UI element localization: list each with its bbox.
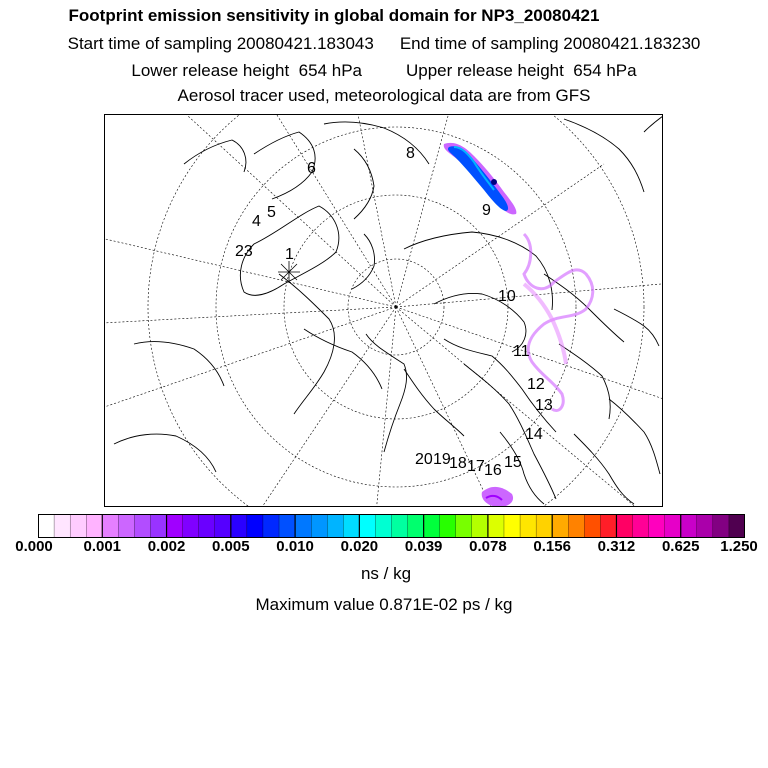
colorbar-cell xyxy=(392,514,409,538)
label-19: 19 xyxy=(433,451,451,468)
colorbar-cell xyxy=(343,514,360,538)
colorbar-cell xyxy=(118,514,135,538)
colorbar-cell xyxy=(729,514,745,538)
label-8: 8 xyxy=(406,145,415,162)
release-heights xyxy=(0,61,768,81)
colorbar-cell xyxy=(134,514,151,538)
label-20: 20 xyxy=(415,451,433,468)
label-6: 6 xyxy=(307,160,316,177)
colorbar-cell xyxy=(231,514,248,538)
end-time: End time of sampling 20080421.183230 xyxy=(399,34,701,53)
colorbar-tick-label: 0.002 xyxy=(147,538,186,555)
colorbar-cell xyxy=(183,514,200,538)
map-title: Footprint emission sensitivity in global domain for NP3_20080421 xyxy=(68,6,600,25)
colorbar-cell xyxy=(167,514,184,538)
colorbar-cell xyxy=(54,514,71,538)
colorbar-tick-label: 0.005 xyxy=(212,538,250,555)
colorbar-tick-label: 1.250 xyxy=(720,538,758,555)
label-1: 1 xyxy=(285,246,294,263)
colorbar-cell xyxy=(295,514,312,538)
label-4: 4 xyxy=(252,213,261,230)
colorbar-cell xyxy=(327,514,344,538)
colorbar-cell xyxy=(472,514,489,538)
colorbar-tick-label: 0.625 xyxy=(661,538,700,555)
label-11: 11 xyxy=(513,343,530,360)
colorbar-tick-label: 0.156 xyxy=(533,538,571,555)
colorbar-tick-label: 0.078 xyxy=(469,538,507,555)
colorbar-cell xyxy=(359,514,376,538)
colorbar-cell xyxy=(488,514,505,538)
lower-height: Lower release height 654 hPa xyxy=(131,61,362,80)
colorbar-cell xyxy=(70,514,87,538)
colorbar-cell xyxy=(279,514,296,538)
label-12: 12 xyxy=(527,376,545,393)
colorbar-cell xyxy=(633,514,650,538)
colorbar-cell xyxy=(697,514,714,538)
map-background xyxy=(104,114,663,507)
colorbar-cell xyxy=(247,514,264,538)
colorbar-cell xyxy=(568,514,585,538)
tracer-info: Aerosol tracer used, meteorological data are from GFS xyxy=(177,86,591,105)
colorbar-tick-label: 0.010 xyxy=(276,538,314,555)
colorbar-cell xyxy=(440,514,457,538)
release-marker xyxy=(278,261,300,283)
colorbar-cell xyxy=(375,514,392,538)
colorbar-cell xyxy=(311,514,328,538)
colorbar-cell xyxy=(584,514,601,538)
colorbar xyxy=(38,514,745,538)
colorbar-tick-label: 0.000 xyxy=(15,538,53,555)
colorbar-cell xyxy=(424,514,441,538)
label-5: 5 xyxy=(267,204,276,221)
label-10: 10 xyxy=(498,288,516,305)
upper-height: Upper release height 654 hPa xyxy=(406,61,637,80)
colorbar-cell xyxy=(681,514,698,538)
label-17: 17 xyxy=(467,458,485,475)
colorbar-cell xyxy=(263,514,280,538)
colorbar-cell xyxy=(102,514,119,538)
sampling-times xyxy=(0,34,768,54)
label-18: 18 xyxy=(449,455,467,472)
colorbar-cell xyxy=(199,514,216,538)
colorbar-cells xyxy=(38,514,745,538)
colorbar-tick-label: 0.001 xyxy=(83,538,122,555)
colorbar-tick-label: 0.312 xyxy=(597,538,636,555)
colorbar-cell xyxy=(665,514,682,538)
colorbar-cell xyxy=(456,514,473,538)
colorbar-cell xyxy=(616,514,633,538)
colorbar-cell xyxy=(649,514,666,538)
colorbar-cell xyxy=(504,514,521,538)
colorbar-tick-label: 0.020 xyxy=(340,538,379,555)
start-time: Start time of sampling 20080421.183043 xyxy=(67,34,374,53)
colorbar-cell xyxy=(600,514,617,538)
colorbar-cell xyxy=(552,514,569,538)
colorbar-cell xyxy=(520,514,537,538)
label-9: 9 xyxy=(482,202,491,219)
polar-map xyxy=(104,114,663,507)
colorbar-cell xyxy=(38,514,55,538)
label-23: 23 xyxy=(235,243,253,260)
colorbar-cell xyxy=(86,514,103,538)
colorbar-cell xyxy=(215,514,232,538)
colorbar-cell xyxy=(150,514,167,538)
label-16: 16 xyxy=(484,462,502,479)
colorbar-unit: ns / kg xyxy=(360,564,412,583)
maximum-value: Maximum value 0.871E-02 ps / kg xyxy=(255,595,513,614)
label-15: 15 xyxy=(504,454,522,471)
label-14: 14 xyxy=(525,426,543,443)
colorbar-cell xyxy=(713,514,730,538)
label-13: 13 xyxy=(535,397,553,414)
colorbar-cell xyxy=(408,514,425,538)
colorbar-cell xyxy=(536,514,553,538)
colorbar-tick-label: 0.039 xyxy=(404,538,443,555)
plume-peak xyxy=(491,179,497,185)
